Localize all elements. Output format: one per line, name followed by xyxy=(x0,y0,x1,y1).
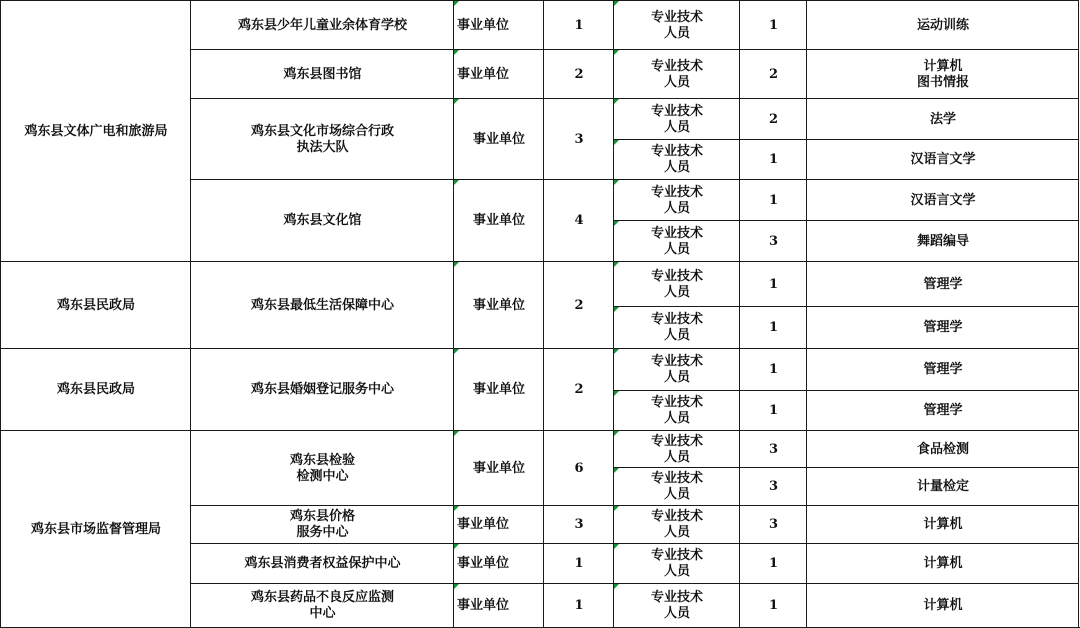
cell-unit-type: 事业单位 xyxy=(453,543,544,584)
cell-position-count: 3 xyxy=(739,467,807,506)
cell-unit-name: 鸡东县消费者权益保护中心 xyxy=(190,543,454,584)
cell-comment-marker xyxy=(614,391,619,396)
cell-position-type: 专业技术 人员 xyxy=(613,390,740,431)
cell-position-type: 专业技术 人员 xyxy=(613,179,740,221)
cell-position-type: 专业技术 人员 xyxy=(613,467,740,506)
cell-position-type: 专业技术 人员 xyxy=(613,0,740,50)
cell-total-count: 1 xyxy=(543,543,614,584)
cell-position-type: 专业技术 人员 xyxy=(613,98,740,140)
cell-position-type: 专业技术 人员 xyxy=(613,261,740,307)
cell-major: 计算机 xyxy=(806,583,1079,628)
cell-major: 计算机 xyxy=(806,505,1079,544)
cell-unit-type: 事业单位 xyxy=(453,430,544,506)
cell-total-count: 3 xyxy=(543,98,614,180)
cell-unit-type: 事业单位 xyxy=(453,261,544,349)
cell-total-count: 2 xyxy=(543,348,614,431)
cell-department: 鸡东县市场监督管理局 xyxy=(0,430,191,628)
cell-department: 鸡东县民政局 xyxy=(0,261,191,349)
cell-position-count: 1 xyxy=(739,139,807,180)
cell-position-type: 专业技术 人员 xyxy=(613,49,740,99)
cell-comment-marker xyxy=(614,349,619,354)
cell-position-count: 3 xyxy=(739,220,807,262)
cell-position-count: 1 xyxy=(739,543,807,584)
cell-position-type: 专业技术 人员 xyxy=(613,583,740,628)
cell-comment-marker xyxy=(614,140,619,145)
cell-comment-marker xyxy=(454,584,459,589)
cell-unit-name: 鸡东县图书馆 xyxy=(190,49,454,99)
cell-position-type: 专业技术 人员 xyxy=(613,430,740,468)
cell-position-type: 专业技术 人员 xyxy=(613,543,740,584)
cell-comment-marker xyxy=(614,50,619,55)
cell-unit-type: 事业单位 xyxy=(453,179,544,262)
cell-unit-type: 事业单位 xyxy=(453,0,544,50)
cell-total-count: 3 xyxy=(543,505,614,544)
cell-major: 舞蹈编导 xyxy=(806,220,1079,262)
cell-position-count: 1 xyxy=(739,348,807,391)
cell-major: 计量检定 xyxy=(806,467,1079,506)
cell-unit-type: 事业单位 xyxy=(453,505,544,544)
cell-comment-marker xyxy=(454,349,459,354)
cell-position-count: 1 xyxy=(739,0,807,50)
cell-position-count: 1 xyxy=(739,179,807,221)
cell-position-count: 2 xyxy=(739,98,807,140)
cell-comment-marker xyxy=(614,506,619,511)
cell-department: 鸡东县民政局 xyxy=(0,348,191,431)
cell-comment-marker xyxy=(454,180,459,185)
table-right-border xyxy=(1078,0,1079,628)
cell-position-count: 1 xyxy=(739,390,807,431)
cell-comment-marker xyxy=(614,99,619,104)
cell-position-count: 1 xyxy=(739,306,807,349)
cell-position-count: 3 xyxy=(739,430,807,468)
cell-position-count: 1 xyxy=(739,261,807,307)
cell-position-type: 专业技术 人员 xyxy=(613,505,740,544)
cell-unit-type: 事业单位 xyxy=(453,348,544,431)
cell-comment-marker xyxy=(614,307,619,312)
cell-major: 管理学 xyxy=(806,306,1079,349)
cell-position-count: 2 xyxy=(739,49,807,99)
cell-major: 管理学 xyxy=(806,390,1079,431)
cell-major: 食品检测 xyxy=(806,430,1079,468)
cell-comment-marker xyxy=(614,262,619,267)
cell-position-count: 1 xyxy=(739,583,807,628)
cell-total-count: 1 xyxy=(543,583,614,628)
cell-unit-name: 鸡东县价格 服务中心 xyxy=(190,505,454,544)
cell-comment-marker xyxy=(454,262,459,267)
cell-comment-marker xyxy=(614,468,619,473)
cell-comment-marker xyxy=(454,1,459,6)
cell-unit-name: 鸡东县文化馆 xyxy=(190,179,454,262)
cell-position-type: 专业技术 人员 xyxy=(613,348,740,391)
cell-unit-name: 鸡东县最低生活保障中心 xyxy=(190,261,454,349)
cell-position-count: 3 xyxy=(739,505,807,544)
cell-unit-name: 鸡东县婚姻登记服务中心 xyxy=(190,348,454,431)
cell-position-type: 专业技术 人员 xyxy=(613,306,740,349)
cell-comment-marker xyxy=(614,1,619,6)
cell-major: 管理学 xyxy=(806,261,1079,307)
cell-major: 运动训练 xyxy=(806,0,1079,50)
cell-comment-marker xyxy=(454,506,459,511)
cell-unit-name: 鸡东县检验 检测中心 xyxy=(190,430,454,506)
cell-position-type: 专业技术 人员 xyxy=(613,220,740,262)
cell-comment-marker xyxy=(614,431,619,436)
cell-comment-marker xyxy=(614,544,619,549)
cell-comment-marker xyxy=(614,584,619,589)
cell-comment-marker xyxy=(454,544,459,549)
cell-position-type: 专业技术 人员 xyxy=(613,139,740,180)
cell-comment-marker xyxy=(454,50,459,55)
cell-total-count: 6 xyxy=(543,430,614,506)
cell-unit-type: 事业单位 xyxy=(453,98,544,180)
cell-unit-name: 鸡东县少年儿童业余体育学校 xyxy=(190,0,454,50)
cell-department: 鸡东县文体广电和旅游局 xyxy=(0,0,191,262)
cell-total-count: 2 xyxy=(543,261,614,349)
cell-major: 计算机 xyxy=(806,543,1079,584)
cell-total-count: 2 xyxy=(543,49,614,99)
cell-unit-type: 事业单位 xyxy=(453,49,544,99)
cell-unit-type: 事业单位 xyxy=(453,583,544,628)
cell-major: 汉语言文学 xyxy=(806,179,1079,221)
cell-comment-marker xyxy=(614,180,619,185)
cell-major: 法学 xyxy=(806,98,1079,140)
cell-total-count: 4 xyxy=(543,179,614,262)
cell-major: 计算机 图书情报 xyxy=(806,49,1079,99)
cell-total-count: 1 xyxy=(543,0,614,50)
cell-major: 汉语言文学 xyxy=(806,139,1079,180)
cell-unit-name: 鸡东县药品不良反应监测 中心 xyxy=(190,583,454,628)
cell-comment-marker xyxy=(614,221,619,226)
cell-unit-name: 鸡东县文化市场综合行政 执法大队 xyxy=(190,98,454,180)
cell-major: 管理学 xyxy=(806,348,1079,391)
cell-comment-marker xyxy=(454,431,459,436)
cell-comment-marker xyxy=(454,99,459,104)
